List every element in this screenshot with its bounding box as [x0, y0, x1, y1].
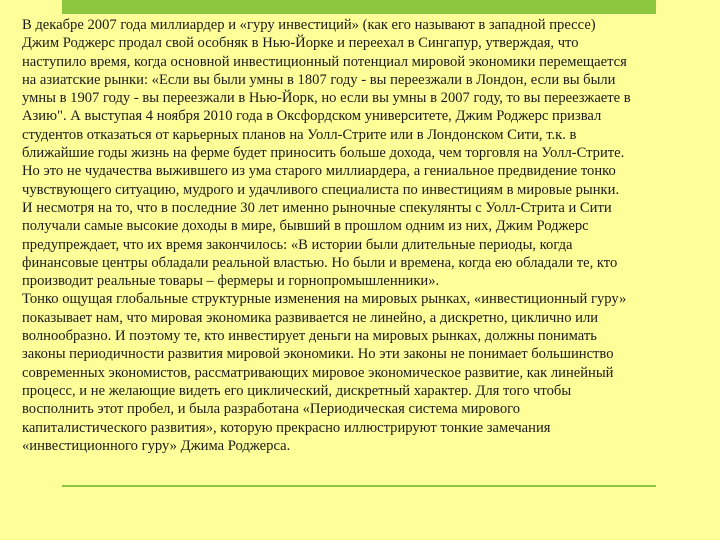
text-line: Джим Роджерс продал свой особняк в Нью-Йорке и переехал в Сингапур, утверждая, что	[22, 35, 579, 52]
text-line: «инвестиционного гуру» Джима Роджерса.	[22, 437, 291, 454]
text-line: капиталистического развития», которую прекрасно иллюстрируют тонкие замечания	[22, 419, 551, 436]
text-line: И несмотря на то, что в последние 30 лет именно рыночные спекулянты с Уолл-Стрита и Сити	[22, 199, 612, 216]
text-line: производит реальные товары – фермеры и горнопромышленники».	[22, 273, 440, 290]
text-line: ближайшие годы жизнь на ферме будет приносить больше дохода, чем торговля на Уолл-Стрите.	[22, 145, 625, 162]
text-line: Тонко ощущая глобальные структурные изменения на мировых рынках, «инвестиционный гуру»	[22, 291, 627, 308]
text-line: восполнить этот пробел, и была разработана «Периодическая система мирового	[22, 401, 521, 418]
bottom-divider	[62, 485, 656, 487]
text-line: чувствующего ситуацию, мудрого и удачливого специалиста по инвестициям в мировые рынки.	[22, 181, 620, 198]
text-line: получали самые высокие доходы в мире, бывший в прошлом одним из них, Джим Роджерс	[22, 218, 589, 235]
text-line: процесс, и не желающие видеть его циклический, дискретный характер. Для того чтобы	[22, 382, 572, 399]
text-line: законы периодичности развития мировой экономики. Но эти законы не понимает большинство	[22, 346, 614, 363]
text-line: Но это не чудачества выжившего из ума старого миллиардера, а гениальное предвидение тонко	[22, 163, 616, 180]
text-line: на азиатские рынки: «Если вы были умны в 1807 году - вы переезжали в Лондон, если вы были	[22, 71, 616, 88]
text-line: студентов отказаться от карьерных планов на Уолл-Стрите или в Лондонском Сити, т.к. в	[22, 126, 577, 143]
text-line: волнообразно. И поэтому те, кто инвестирует деньги на мировых рынках, должны понимать	[22, 328, 597, 345]
text-line: финансовые центры обладали реальной властью. Но были и времена, когда ею обладали те, кто	[22, 254, 618, 271]
text-line: современных экономистов, рассматривающих мировое экономическое развитие, как линейный	[22, 364, 614, 381]
text-line: наступило время, когда основной инвестиционный потенциал мировой экономики перемещается	[22, 53, 627, 70]
text-line: В декабре 2007 года миллиардер и «гуру инвестиций» (как его называют в западной прессе)	[22, 17, 596, 33]
body-text	[22, 16, 700, 455]
text-line: показывает нам, что мировая экономика развивается не линейно, а дискретно, циклично или	[22, 309, 599, 326]
text-line: предупреждает, что их время закончилось: «В истории были длительные периоды, когда	[22, 236, 573, 253]
text-line: Азию". А выступая 4 ноября 2010 года в Оксфордском университете, Джим Роджерс призвал	[22, 108, 602, 125]
text-line: умны в 1907 году - вы переезжали в Нью-Йорк, но если вы умны в 2007 году, то вы переезжаете в	[22, 90, 631, 107]
top-accent-bar	[62, 0, 656, 14]
